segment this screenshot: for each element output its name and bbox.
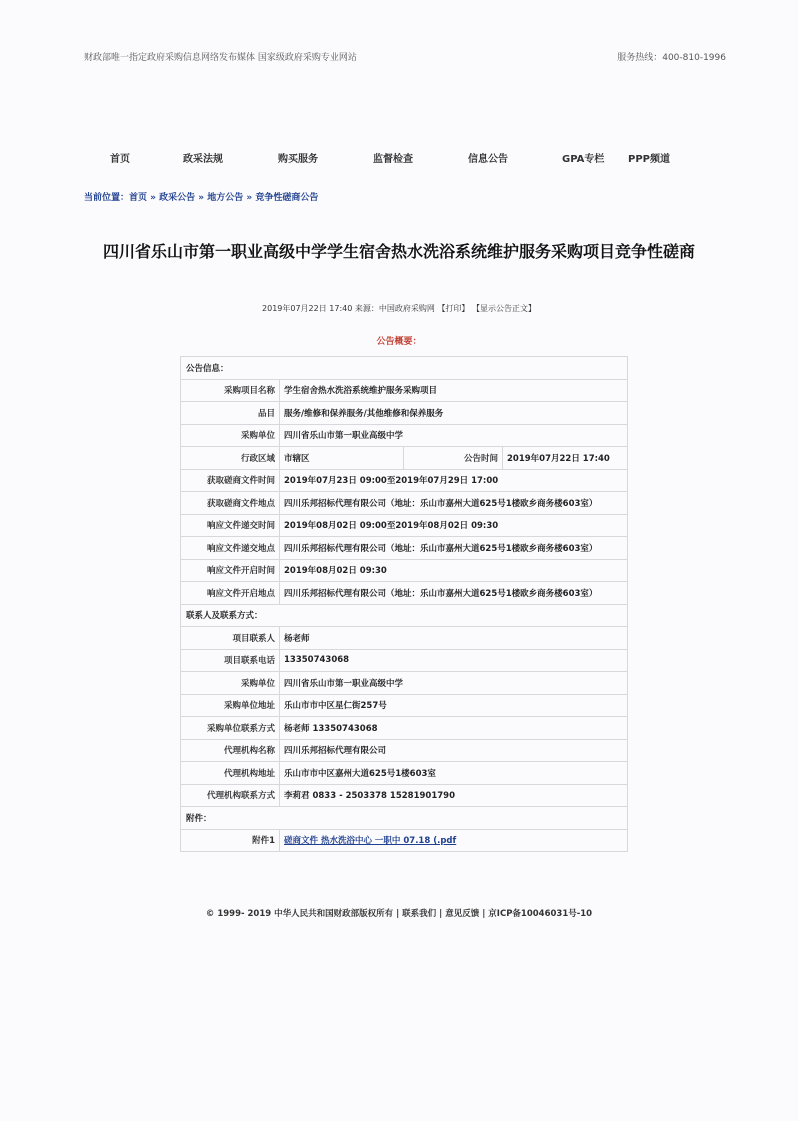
row-label: 采购项目名称 <box>181 379 280 402</box>
breadcrumb-separator: » <box>147 193 160 203</box>
section-heading-info: 公告信息： <box>181 357 628 380</box>
breadcrumb-separator: » <box>195 193 208 203</box>
row-label: 代理机构名称 <box>181 739 280 762</box>
show-body-link[interactable]: 【显示公告正文】 <box>471 304 536 313</box>
table-row <box>181 492 628 515</box>
row-label: 行政区域 <box>181 447 280 470</box>
row-label: 获取磋商文件地点 <box>181 492 280 515</box>
breadcrumb-competitive-negotiation[interactable]: 竞争性磋商公告 <box>255 193 319 203</box>
table-row <box>181 604 628 627</box>
row-label: 采购单位 <box>181 424 280 447</box>
agency-name-value: 四川乐邦招标代理有限公司 <box>280 739 628 762</box>
table-row <box>181 672 628 695</box>
copyright: © 1999- 2019 中华人民共和国财政部版权所有 <box>205 909 394 919</box>
nav-item-purchase-service[interactable]: 购买服务 <box>278 154 318 165</box>
nav-item-ppp[interactable]: PPP频道 <box>628 154 670 165</box>
table-row <box>181 402 628 425</box>
row-label: 获取磋商文件时间 <box>181 469 280 492</box>
table-row <box>181 424 628 447</box>
table-row <box>181 379 628 402</box>
table-row <box>181 447 628 470</box>
open-place-value: 四川乐邦招标代理有限公司（地址：乐山市嘉州大道625号1楼欧乡商务楼603室） <box>280 582 628 605</box>
service-hotline: 服务热线：400-810-1996 <box>617 53 726 63</box>
summary-heading: 公告概要： <box>376 337 422 347</box>
doc-time-value: 2019年07月23日 09:00至2019年07月29日 17:00 <box>280 469 628 492</box>
site-tagline: 财政部唯一指定政府采购信息网络发布媒体 国家级政府采购专业网站 <box>84 53 357 63</box>
table-row <box>181 469 628 492</box>
region-value: 市辖区 <box>280 447 404 470</box>
article-meta <box>0 303 798 314</box>
section-heading-attachment: 附件： <box>181 807 628 830</box>
footer-divider: | <box>482 909 486 919</box>
agency-contact-value: 李莉君 0833 - 2503378 15281901790 <box>280 784 628 807</box>
row-label: 代理机构联系方式 <box>181 784 280 807</box>
row-label: 响应文件递交地点 <box>181 537 280 560</box>
project-name-value: 学生宿舍热水洗浴系统维护服务采购项目 <box>280 379 628 402</box>
publish-time-value: 2019年07月22日 17:40 <box>503 447 628 470</box>
footer <box>0 907 798 919</box>
category-value: 服务/维修和保养服务/其他维修和保养服务 <box>280 402 628 425</box>
row-label: 响应文件开启地点 <box>181 582 280 605</box>
main-nav <box>80 150 730 166</box>
breadcrumb <box>84 190 318 203</box>
table-row <box>181 649 628 672</box>
table-row <box>181 627 628 650</box>
top-bar <box>84 50 726 64</box>
doc-place-value: 四川乐邦招标代理有限公司（地址：乐山市嘉州大道625号1楼欧乡商务楼603室） <box>280 492 628 515</box>
table-row <box>181 762 628 785</box>
purchaser2-value: 四川省乐山市第一职业高级中学 <box>280 672 628 695</box>
contact-us-link[interactable]: 联系我们 <box>402 909 437 919</box>
row-label: 采购单位 <box>181 672 280 695</box>
row-label: 响应文件开启时间 <box>181 559 280 582</box>
table-row <box>181 357 628 380</box>
agency-addr-value: 乐山市市中区嘉州大道625号1楼603室 <box>280 762 628 785</box>
breadcrumb-home[interactable]: 首页 <box>129 193 148 203</box>
open-time-value: 2019年08月02日 09:30 <box>280 559 628 582</box>
breadcrumb-local-announcements[interactable]: 地方公告 <box>207 193 244 203</box>
row-label: 采购单位地址 <box>181 694 280 717</box>
breadcrumb-gov-announcements[interactable]: 政采公告 <box>159 193 196 203</box>
table-row <box>181 559 628 582</box>
row-label: 响应文件递交时间 <box>181 514 280 537</box>
nav-item-gpa[interactable]: GPA专栏 <box>562 154 605 165</box>
publish-datetime: 2019年07月22日 17:40 <box>262 304 353 313</box>
table-row <box>181 784 628 807</box>
section-heading-contact: 联系人及联系方式： <box>181 604 628 627</box>
contact-person-value: 杨老师 <box>280 627 628 650</box>
table-row <box>181 514 628 537</box>
nav-item-home[interactable]: 首页 <box>110 154 130 165</box>
submit-time-value: 2019年08月02日 09:00至2019年08月02日 09:30 <box>280 514 628 537</box>
table-row <box>181 537 628 560</box>
nav-item-regulations[interactable]: 政采法规 <box>183 154 223 165</box>
row-label: 公告时间 <box>404 447 503 470</box>
table-row <box>181 694 628 717</box>
row-label: 代理机构地址 <box>181 762 280 785</box>
contact-phone-value: 13350743068 <box>280 649 628 672</box>
table-row <box>181 829 628 852</box>
footer-divider: | <box>439 909 443 919</box>
article-source: 来源：中国政府采购网 <box>354 304 435 313</box>
icp-link[interactable]: 京ICP备10046031号-10 <box>488 909 593 919</box>
table-row <box>181 807 628 830</box>
row-label: 项目联系电话 <box>181 649 280 672</box>
page-title: 四川省乐山市第一职业高级中学学生宿舍热水洗浴系统维护服务采购项目竞争性磋商 <box>102 242 695 261</box>
announcement-table <box>180 356 628 852</box>
breadcrumb-prefix: 当前位置： <box>84 193 130 203</box>
row-label: 附件1 <box>181 829 280 852</box>
table-row <box>181 717 628 740</box>
row-label: 采购单位联系方式 <box>181 717 280 740</box>
print-link[interactable]: 【打印】 <box>437 304 470 313</box>
row-label: 项目联系人 <box>181 627 280 650</box>
nav-item-announcements[interactable]: 信息公告 <box>468 154 508 165</box>
purchaser-addr-value: 乐山市市中区星仁街257号 <box>280 694 628 717</box>
row-label: 品目 <box>181 402 280 425</box>
table-row <box>181 739 628 762</box>
attachment-link[interactable]: 磋商文件 热水洗浴中心 一职中 07.18 (.pdf <box>284 836 457 847</box>
nav-item-supervision[interactable]: 监督检查 <box>373 154 413 165</box>
attachment-cell <box>280 829 628 852</box>
purchaser-contact-value: 杨老师 13350743068 <box>280 717 628 740</box>
purchaser-value: 四川省乐山市第一职业高级中学 <box>280 424 628 447</box>
submit-place-value: 四川乐邦招标代理有限公司（地址：乐山市嘉州大道625号1楼欧乡商务楼603室） <box>280 537 628 560</box>
feedback-link[interactable]: 意见反馈 <box>445 909 480 919</box>
footer-divider: | <box>396 909 400 919</box>
breadcrumb-separator: » <box>243 193 256 203</box>
table-row <box>181 582 628 605</box>
